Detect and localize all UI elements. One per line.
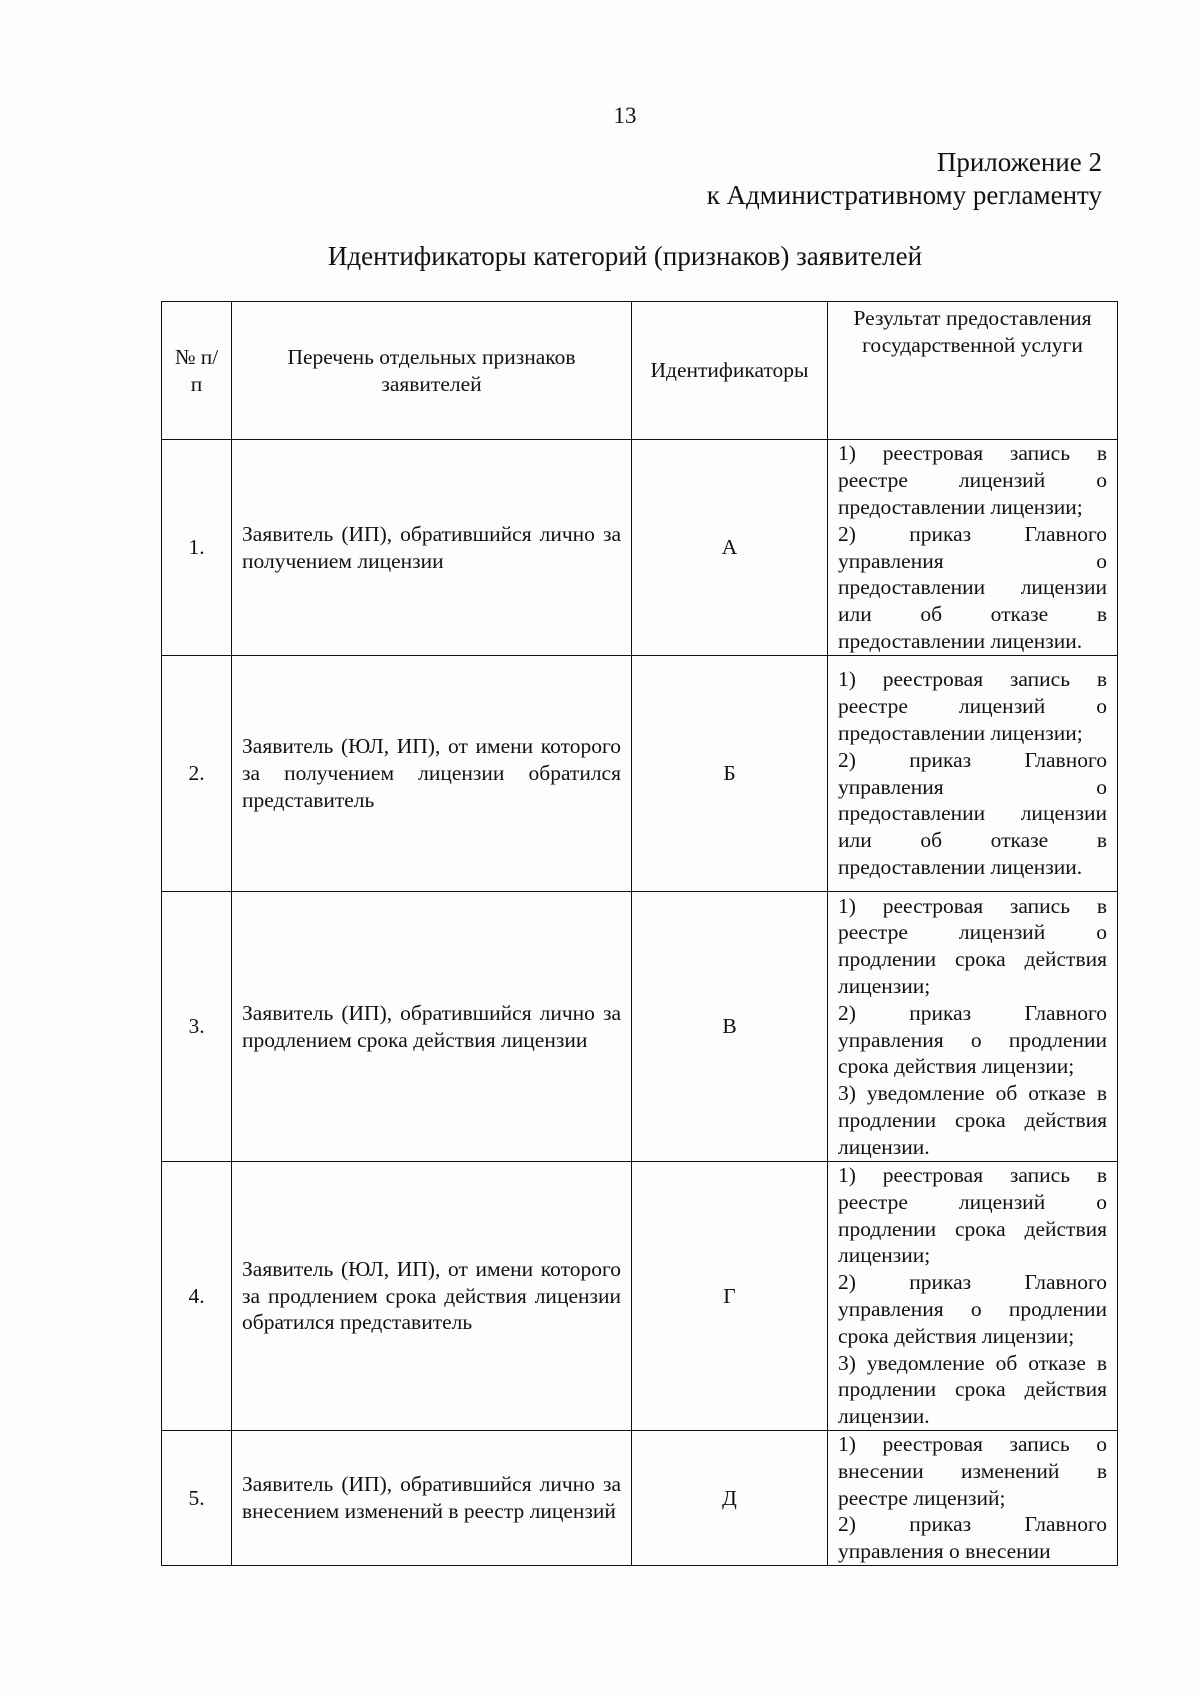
row-identifier: Б bbox=[632, 656, 828, 892]
table-row bbox=[162, 440, 1118, 656]
result-item: 1) реестровая запись о внесении изменений в реестре лицензий; bbox=[838, 1431, 1107, 1510]
result-item: 3) уведомление об отказе в продлении срока действия лицензии. bbox=[838, 1350, 1107, 1429]
page-number: 13 bbox=[613, 103, 637, 128]
header-number: № п/п bbox=[162, 302, 232, 440]
row-number: 3. bbox=[162, 892, 232, 1162]
row-result bbox=[828, 1430, 1118, 1565]
row-identifier: Г bbox=[632, 1162, 828, 1431]
table-row bbox=[162, 1430, 1118, 1565]
row-identifier: А bbox=[632, 440, 828, 656]
row-number: 1. bbox=[162, 440, 232, 656]
applicant-categories-table bbox=[161, 301, 1118, 1566]
row-criteria: Заявитель (ЮЛ, ИП), от имени которого за продлением срока действия лицензии обратился представитель bbox=[232, 1162, 632, 1431]
result-item: 1) реестровая запись в реестре лицензий о предоставлении лицензии; bbox=[838, 441, 1107, 519]
row-result bbox=[828, 1162, 1118, 1431]
row-identifier: В bbox=[632, 892, 828, 1162]
header-criteria: Перечень отдельных признаков заявителей bbox=[232, 302, 632, 440]
row-criteria: Заявитель (ИП), обратившийся лично за продлением срока действия лицензии bbox=[232, 892, 632, 1162]
row-criteria: Заявитель (ИП), обратившийся лично за получением лицензии bbox=[232, 440, 632, 656]
row-criteria: Заявитель (ИП), обратившийся лично за внесением изменений в реестр лицензий bbox=[232, 1430, 632, 1565]
result-item: 2) приказ Главного управления о продлении срока действия лицензии; bbox=[838, 1270, 1107, 1348]
appendix-line-1: Приложение 2 bbox=[936, 147, 1102, 177]
appendix-line-2: к Административному регламенту bbox=[706, 180, 1102, 210]
result-item: 1) реестровая запись в реестре лицензий о предоставлении лицензии; bbox=[838, 667, 1107, 745]
row-result bbox=[828, 892, 1118, 1162]
table-header-row bbox=[162, 302, 1118, 440]
result-item: 1) реестровая запись в реестре лицензий о продлении срока действия лицензии; bbox=[838, 893, 1107, 998]
row-criteria: Заявитель (ЮЛ, ИП), от имени которого за получением лицензии обратился представитель bbox=[232, 656, 632, 892]
row-number: 2. bbox=[162, 656, 232, 892]
table-row bbox=[162, 892, 1118, 1162]
table-row bbox=[162, 1162, 1118, 1431]
document-title: Идентификаторы категорий (признаков) заявителей bbox=[327, 241, 923, 271]
result-item: 1) реестровая запись в реестре лицензий о продлении срока действия лицензии; bbox=[838, 1163, 1107, 1268]
result-item: 2) приказ Главного управления о продлении срока действия лицензии; bbox=[838, 1000, 1107, 1079]
result-item: 2) приказ Главного управления о внесении bbox=[838, 1512, 1107, 1564]
row-number: 4. bbox=[162, 1162, 232, 1431]
row-identifier: Д bbox=[632, 1430, 828, 1565]
header-result: Результат предоставления государственной услуги bbox=[828, 302, 1118, 440]
row-number: 5. bbox=[162, 1430, 232, 1565]
result-item: 2) приказ Главного управления о предоставлении лицензии или об отказе в предоставлении лицензии. bbox=[838, 747, 1107, 879]
table-row bbox=[162, 656, 1118, 892]
header-identifiers: Идентификаторы bbox=[632, 302, 828, 440]
result-item: 3) уведомление об отказе в продлении срока действия лицензии. bbox=[838, 1081, 1107, 1159]
row-result bbox=[828, 440, 1118, 656]
row-result bbox=[828, 656, 1118, 892]
appendix-heading bbox=[707, 146, 1102, 212]
result-item: 2) приказ Главного управления о предоставлении лицензии или об отказе в предоставлении лицензии. bbox=[838, 521, 1107, 653]
